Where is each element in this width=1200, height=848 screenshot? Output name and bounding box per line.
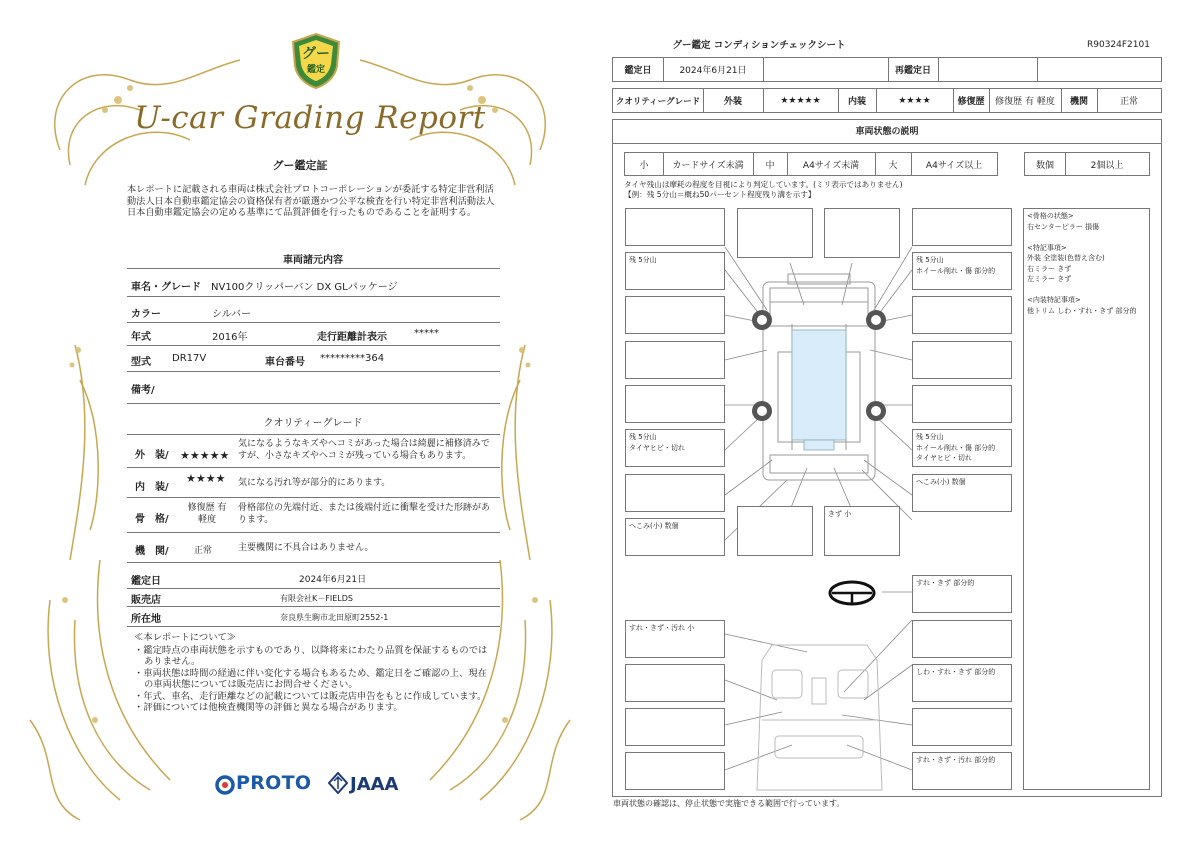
divider xyxy=(938,58,939,81)
condition-box-front-right-tire: 残 5分山 ホイール削れ・傷 部分的 xyxy=(912,252,1012,290)
notes-line xyxy=(1027,285,1146,296)
certificate-text: 本レポートに記載される車両は株式会社プロトコーポレーションが委託する特定非営利活動法人日本自動車鑑定協会の資格保有者が厳選かつ公平な検査を行い特定非営利活動法人日本自動車鑑定協会の定める基準にて品質評価を行ったものであることを証明する。 xyxy=(127,184,495,219)
condition-box xyxy=(625,208,725,246)
divider xyxy=(127,588,500,589)
divider xyxy=(127,562,500,563)
car-name-value: NV100クリッパーバン DX GLパッケージ xyxy=(211,282,398,293)
special-notes-panel xyxy=(1023,208,1150,790)
divider xyxy=(127,345,500,346)
size-medium-label: 中 xyxy=(765,160,775,171)
spec-section-title: 車両諸元内容 xyxy=(283,255,343,266)
condition-box xyxy=(625,708,725,746)
size-small-label: 小 xyxy=(639,160,649,171)
condition-box-rear-right-tire: 残 5分山 ホイール削れ・傷 部分的 タイヤヒビ・切れ xyxy=(912,429,1012,467)
about-item: ・年式、車名、走行距離などの記載については販売店申告をもとに作成しています。 xyxy=(134,690,487,702)
model-label: 型式 xyxy=(131,357,151,368)
description-title: 車両状態の説明 xyxy=(855,127,919,137)
condition-box xyxy=(912,708,1012,746)
size-legend xyxy=(624,152,998,176)
mileage-label: 走行距離計表示 xyxy=(317,332,387,343)
condition-box xyxy=(912,385,1012,423)
divider xyxy=(612,143,1162,144)
notes-line: <内装特記事項> xyxy=(1027,296,1081,304)
year-label: 年式 xyxy=(131,332,151,343)
exterior-description: 気になるようなキズやヘコミがあった場合は綺麗に補修済みですが、小さなキズやヘコミが残っている場合もあります。 xyxy=(238,439,490,461)
proto-logo: PROTO xyxy=(236,772,312,794)
color-value: シルバー xyxy=(212,309,252,320)
certificate-title: グー鑑定証 xyxy=(272,159,328,172)
divider xyxy=(763,58,764,81)
interior-label: 内装 xyxy=(847,97,866,107)
report-script-title: U-car Grading Report xyxy=(134,100,486,136)
condition-box xyxy=(737,208,813,258)
frame-description: 骨格部位の先端付近、または後端付近に衝撃を受けた形跡があります。 xyxy=(238,503,491,525)
divider xyxy=(127,322,500,323)
condition-box-front-left-tire: 残 5分山 xyxy=(625,252,725,290)
about-item: ・鑑定時点の車両状態を示すものであり、以降将来にわたり品質を保証するものではありません。 xyxy=(134,644,488,667)
sheet-title-text: グー鑑定 コンディションチェックシート xyxy=(672,40,846,51)
condition-box xyxy=(625,296,725,334)
dealer-label: 販売店 xyxy=(131,595,161,606)
condition-box-interior-rear: すれ・きず・汚れ 部分的 xyxy=(912,752,1012,790)
condition-box-rear-left-tire: 残 5分山 タイヤヒビ・切れ xyxy=(625,429,725,467)
divider xyxy=(127,626,500,627)
year-value: 2016年 xyxy=(212,332,248,343)
size-large-desc: A4サイズ以上 xyxy=(925,160,983,171)
frame-value: 修復歴 有 軽度 xyxy=(187,503,227,525)
condition-box-rear: きず 小 xyxy=(824,506,900,556)
date-row xyxy=(612,57,1162,82)
notes-line: <特記事項> xyxy=(1027,243,1067,252)
sheet-footer: 車両状態の確認は、停止状態で実施できる範囲で行っています。 xyxy=(613,799,845,808)
chassis-value: *********364 xyxy=(320,353,385,364)
color-label: カラー xyxy=(131,309,161,320)
tire-example-note: 【例：残 5分山＝概ね50パーセント程度残り溝を示す】 xyxy=(624,190,816,199)
divider xyxy=(127,532,500,533)
condition-box xyxy=(912,296,1012,334)
size-large-label: 大 xyxy=(888,160,898,171)
interior-stars: ★★★★ xyxy=(898,95,931,106)
engine-label: 機関 xyxy=(1069,97,1088,107)
notes-line: <骨格の状態> xyxy=(1027,212,1074,220)
condition-box-steering: すれ・きず 部分的 xyxy=(912,575,1012,613)
notes-line: 他トリム しわ・すれ・きず 部分的 xyxy=(1027,306,1137,315)
grade-row xyxy=(612,88,1162,113)
divider xyxy=(1037,58,1038,81)
count-legend xyxy=(1024,152,1150,176)
divider xyxy=(127,467,500,468)
condition-box-right-side: へこみ(小) 数個 xyxy=(912,474,1012,512)
about-item: ・車両状態は時間の経過に伴い変化する場合もあるため、鑑定日をご確認の上、現在の車両状態については販売店にお問合せください。 xyxy=(134,667,487,690)
chassis-label: 車台番号 xyxy=(265,357,305,368)
condition-box xyxy=(625,385,725,423)
engine-value: 正常 xyxy=(194,546,213,556)
interior-label: 内 装/ xyxy=(135,482,169,493)
divider xyxy=(127,371,500,372)
reinspect-label: 再鑑定日 xyxy=(894,66,931,76)
exterior-label: 外 装/ xyxy=(135,450,169,461)
repair-label: 修復歴 xyxy=(957,97,985,107)
frame-label: 骨 格/ xyxy=(135,514,169,525)
badge-text: グー xyxy=(302,46,330,62)
count-label: 数個 xyxy=(1035,160,1054,171)
proto-logo-mark-icon xyxy=(215,775,235,799)
sheet-date-value: 2024年6月21日 xyxy=(679,66,747,76)
sheet-date-label: 鑑定日 xyxy=(624,66,652,76)
dealer-value: 有限会社K－FIELDS xyxy=(280,594,353,603)
inspection-date-label: 鑑定日 xyxy=(131,576,161,587)
interior-description: 気になる汚れ等が部分的にあります。 xyxy=(238,478,391,488)
engine-label: 機 関/ xyxy=(135,546,169,557)
condition-box xyxy=(625,752,725,790)
condition-box xyxy=(625,341,725,379)
divider xyxy=(127,606,500,607)
condition-box xyxy=(912,341,1012,379)
exterior-stars: ★★★★★ xyxy=(180,449,230,462)
about-title: ≪本レポートについて≫ xyxy=(134,632,237,643)
sheet-title xyxy=(0,37,1200,51)
notes-line: 外装 全塗装(色替え含む) xyxy=(1027,254,1105,262)
engine-value: 正常 xyxy=(1119,97,1138,107)
remarks-label: 備考/ xyxy=(131,385,155,396)
notes-line: 右センターピラー 損傷 xyxy=(1027,222,1099,231)
condition-box xyxy=(912,620,1012,658)
grade-label: クオリティーグレード xyxy=(615,96,701,107)
exterior-stars: ★★★★★ xyxy=(780,95,821,106)
repair-value: 修復歴 有 軽度 xyxy=(995,97,1055,107)
location-value: 奈良県生駒市北田原町2552-1 xyxy=(280,613,389,622)
engine-description: 主要機関に不具合はありません。 xyxy=(238,543,374,553)
location-label: 所在地 xyxy=(131,614,161,625)
tire-note: タイヤ残山は摩耗の程度を目視により判定しています。(ミリ表示ではありません) xyxy=(624,180,903,189)
about-report-section xyxy=(134,632,494,714)
badge-subtext: 鑑定 xyxy=(306,65,325,75)
jaaa-logo: JAAA xyxy=(350,774,399,795)
divider xyxy=(127,434,500,435)
divider xyxy=(127,296,500,297)
condition-box-interior-front: すれ・きず・汚れ 小 xyxy=(625,620,725,658)
divider xyxy=(127,497,500,498)
condition-box xyxy=(737,506,813,556)
car-interior-icon xyxy=(757,645,882,790)
quality-section-title: クオリティーグレード xyxy=(263,418,363,429)
model-value: DR17V xyxy=(172,353,207,364)
size-medium-desc: A4サイズ未満 xyxy=(802,160,860,171)
sheet-id: R90324F2101 xyxy=(1087,40,1150,50)
condition-box-left-side: へこみ(小) 数個 xyxy=(625,518,725,556)
condition-box-interior-seats: しわ・すれ・きず 部分的 xyxy=(912,664,1012,702)
about-item: ・評価については他検査機関等の評価と異なる場合があります。 xyxy=(134,702,403,713)
jaaa-logo-mark-icon xyxy=(328,772,348,798)
mileage-value: ***** xyxy=(414,328,439,339)
car-name-label: 車名・グレード xyxy=(131,282,201,293)
condition-box xyxy=(625,474,725,512)
size-small-desc: カードサイズ未満 xyxy=(672,160,744,171)
inspection-date-value: 2024年6月21日 xyxy=(299,575,367,585)
divider xyxy=(127,403,500,404)
count-desc: 2個以上 xyxy=(1090,160,1124,171)
condition-box xyxy=(824,208,900,258)
notes-line: 左ミラー きず xyxy=(1027,275,1072,283)
notes-line: 右ミラー きず xyxy=(1027,264,1072,273)
divider xyxy=(127,268,500,269)
interior-stars: ★★★★ xyxy=(186,472,226,485)
condition-box xyxy=(912,208,1012,246)
notes-line xyxy=(1027,232,1146,243)
exterior-label: 外装 xyxy=(723,97,742,107)
steering-wheel-icon xyxy=(830,582,874,604)
condition-box xyxy=(625,664,725,702)
